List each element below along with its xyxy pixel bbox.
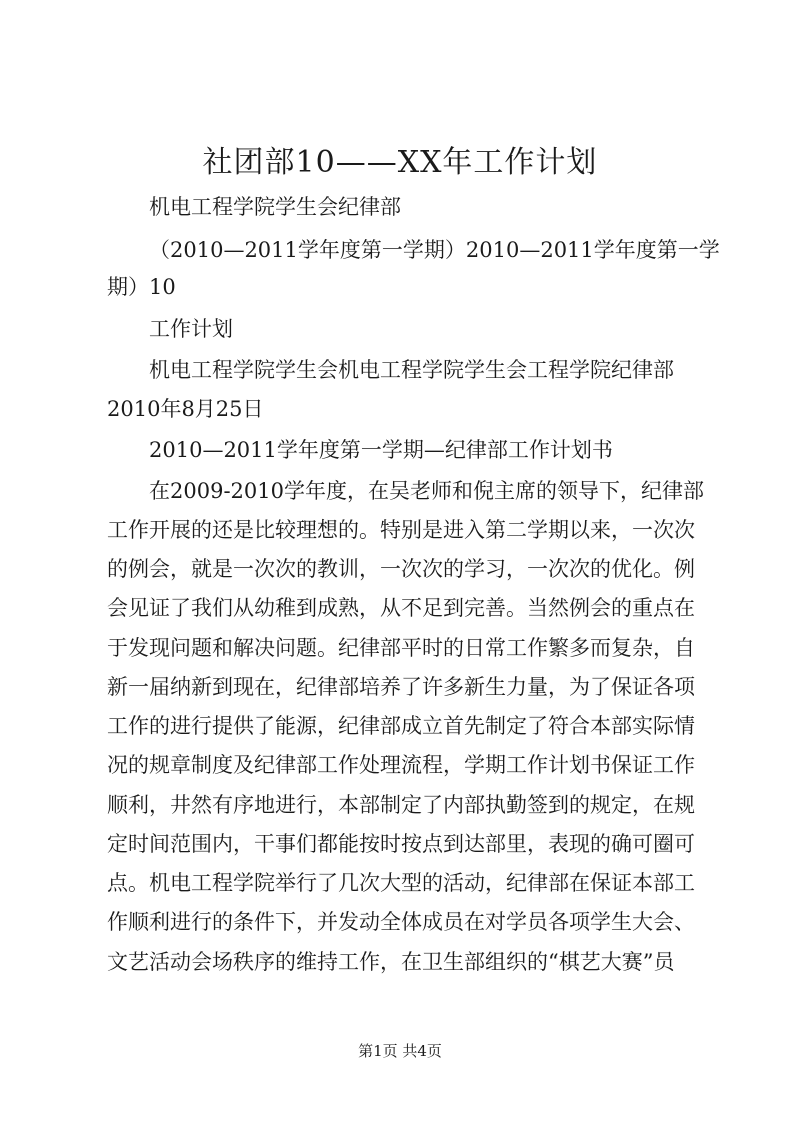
dept-name-line: 机电工程学院学生会纪律部 [149,195,401,219]
document-title: 社团部10——XX年工作计划 [202,145,598,180]
body-line: 定时间范围内，干事们都能按时按点到达部里，表现的确可圈可 [107,832,695,856]
body-line: 文艺活动会场秩序的维持工作，在卫生部组织的“棋艺大赛”员 [107,950,675,974]
body-line: 点。机电工程学院举行了几次大型的活动，纪律部在保证本部工 [107,871,695,895]
body-line: 于发现问题和解决问题。纪律部平时的日常工作繁多而复杂，自 [107,636,695,660]
body-line: 工作开展的还是比较理想的。特别是进入第二学期以来，一次次 [107,518,695,542]
page-number-footer: 第1页 共4页 [358,1042,442,1060]
body-line: 在2009-2010学年度，在吴老师和倪主席的领导下，纪律部 [149,479,704,503]
plan-heading-line: 2010—2011学年度第一学期—纪律部工作计划书 [149,438,613,462]
semester-line: （2010—2011学年度第一学期）2010—2011学年度第一学 [149,238,720,262]
body-line: 新一届纳新到现在，纪律部培养了许多新生力量，为了保证各项 [107,675,695,699]
body-line: 的例会，就是一次次的教训，一次次的学习，一次次的优化。例 [107,557,695,581]
organization-line: 机电工程学院学生会机电工程学院学生会工程学院纪律部 [149,358,674,382]
body-line: 工作的进行提供了能源，纪律部成立首先制定了符合本部实际情 [107,714,695,738]
date-line: 2010年8月25日 [107,397,264,421]
body-line: 作顺利进行的条件下，并发动全体成员在对学员各项学生大会、 [107,910,695,934]
body-line: 会见证了我们从幼稚到成熟，从不足到完善。当然例会的重点在 [107,596,695,620]
body-line: 况的规章制度及纪律部工作处理流程，学期工作计划书保证工作 [107,753,695,777]
body-line: 顺利，井然有序地进行，本部制定了内部执勤签到的规定，在规 [107,793,695,817]
semester-line-continued: 期）10 [107,275,176,299]
plan-label-line: 工作计划 [149,317,233,341]
